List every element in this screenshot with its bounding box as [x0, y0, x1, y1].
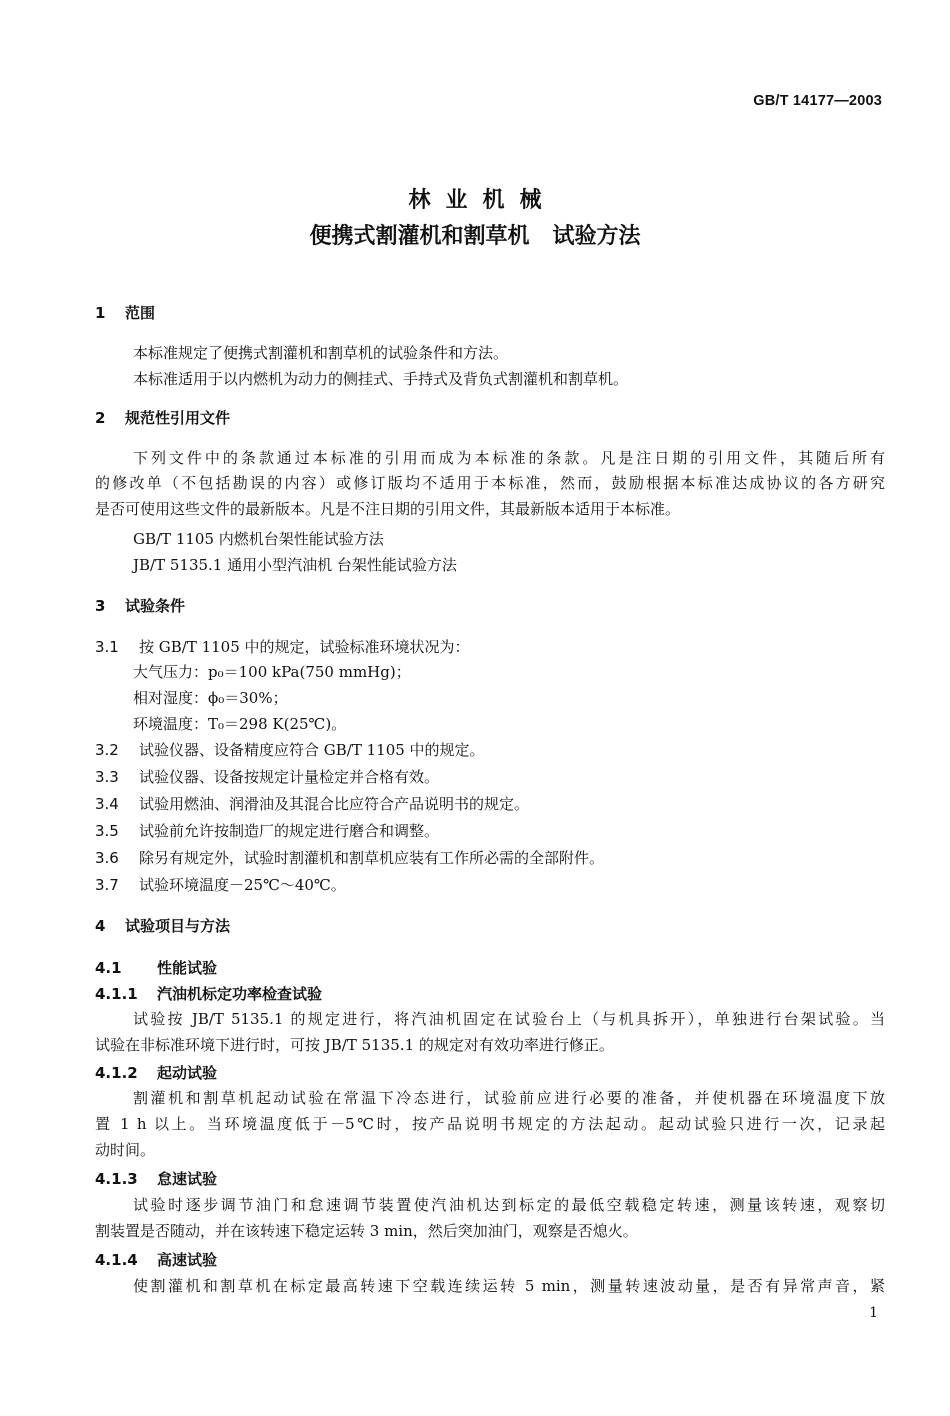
subsection-number: 4.1.3 — [95, 1170, 138, 1188]
section-2-heading — [95, 407, 230, 428]
page-number: 1 — [869, 1305, 878, 1321]
paragraph-line: 下列文件中的条款通过本标准的引用而成为本标准的条款。凡是注日期的引用文件，其随后所有 — [133, 449, 885, 467]
document-title-line1: 林业机械 — [408, 188, 557, 213]
clause-3-5 — [95, 820, 439, 841]
section-number: 4 — [95, 917, 106, 935]
reference-item: GB/T 1105 内燃机台架性能试验方法 — [133, 530, 384, 548]
subsection-4-1-1-heading — [95, 983, 322, 1004]
paragraph-line: 试验按 JB/T 5135.1 的规定进行，将汽油机固定在试验台上（与机具拆开），单独进行台架试验。当 — [133, 1010, 885, 1028]
condition-pressure: 大气压力：p₀＝100 kPa(750 mmHg)； — [133, 663, 411, 681]
paragraph-line: 试验在非标准环境下进行时，可按 JB/T 5135.1 的规定对有效功率进行修正。 — [95, 1036, 614, 1054]
section-1-heading — [95, 302, 155, 323]
paragraph-line: 是否可使用这些文件的最新版本。凡是不注日期的引用文件，其最新版本适用于本标准。 — [95, 500, 681, 518]
clause-3-6 — [95, 847, 604, 868]
section-title: 试验条件 — [125, 597, 186, 615]
subsection-title: 汽油机标定功率检查试验 — [157, 985, 323, 1003]
clause-number: 3.7 — [95, 876, 119, 894]
standard-code: GB/T 14177—2003 — [753, 93, 882, 109]
clause-3-1 — [95, 636, 470, 657]
section-title: 范围 — [125, 304, 156, 322]
condition-temperature: 环境温度：T₀＝298 K(25℃)。 — [133, 715, 347, 733]
clause-3-4 — [95, 793, 529, 814]
clause-text: 试验环境温度－25℃～40℃。 — [139, 876, 346, 894]
clause-number: 3.4 — [95, 795, 119, 813]
subsection-title: 怠速试验 — [157, 1170, 218, 1188]
subsection-number: 4.1.2 — [95, 1064, 138, 1082]
subsection-4-1-2-heading — [95, 1062, 217, 1083]
clause-number: 3.6 — [95, 849, 119, 867]
section-title: 试验项目与方法 — [125, 917, 231, 935]
clause-number: 3.5 — [95, 822, 119, 840]
clause-text: 试验前允许按制造厂的规定进行磨合和调整。 — [139, 822, 440, 840]
paragraph-line: 动时间。 — [95, 1141, 156, 1159]
paragraph-line: 试验时逐步调节油门和怠速调节装置使汽油机达到标定的最低空载稳定转速，测量该转速，观察切 — [133, 1196, 885, 1214]
clause-number: 3.1 — [95, 638, 119, 656]
subsection-4-1-3-heading — [95, 1168, 217, 1189]
condition-humidity: 相对湿度：ϕ₀＝30%； — [133, 689, 288, 707]
subsection-title: 起动试验 — [157, 1064, 218, 1082]
section-4-heading — [95, 915, 230, 936]
document-title-line2: 便携式割灌机和割草机 试验方法 — [309, 224, 641, 249]
subsection-number: 4.1 — [95, 959, 122, 977]
section-number: 1 — [95, 304, 106, 322]
subsection-title: 高速试验 — [157, 1251, 218, 1269]
clause-text: 试验用燃油、润滑油及其混合比应符合产品说明书的规定。 — [139, 795, 530, 813]
subsection-title: 性能试验 — [157, 959, 218, 977]
subsection-number: 4.1.4 — [95, 1251, 138, 1269]
clause-text: 试验仪器、设备精度应符合 GB/T 1105 中的规定。 — [139, 741, 485, 759]
clause-3-2 — [95, 739, 485, 760]
clause-number: 3.3 — [95, 768, 119, 786]
paragraph-line: 置 1 h 以上。当环境温度低于－5℃时，按产品说明书规定的方法起动。起动试验只进行一次，记录起 — [95, 1115, 885, 1133]
section-number: 3 — [95, 597, 106, 615]
clause-text: 按 GB/T 1105 中的规定，试验标准环境状况为： — [139, 638, 470, 656]
clause-number: 3.2 — [95, 741, 119, 759]
clause-3-7 — [95, 874, 346, 895]
clause-text: 除另有规定外，试验时割灌机和割草机应装有工作所必需的全部附件。 — [139, 849, 605, 867]
subsection-4-1-4-heading — [95, 1249, 217, 1270]
section-3-heading — [95, 595, 185, 616]
subsection-4-1-heading — [95, 957, 217, 978]
reference-item: JB/T 5135.1 通用小型汽油机 台架性能试验方法 — [133, 556, 457, 574]
clause-text: 试验仪器、设备按规定计量检定并合格有效。 — [139, 768, 440, 786]
paragraph-line: 割灌机和割草机起动试验在常温下冷态进行，试验前应进行必要的准备，并使机器在环境温度下放 — [133, 1089, 885, 1107]
paragraph-line: 割装置是否随动，并在该转速下稳定运转 3 min，然后突加油门，观察是否熄火。 — [95, 1222, 638, 1240]
paragraph-line: 本标准适用于以内燃机为动力的侧挂式、手持式及背负式割灌机和割草机。 — [133, 370, 629, 388]
paragraph-line: 本标准规定了便携式割灌机和割草机的试验条件和方法。 — [133, 344, 509, 362]
section-number: 2 — [95, 409, 106, 427]
section-title: 规范性引用文件 — [125, 409, 231, 427]
clause-3-3 — [95, 766, 439, 787]
paragraph-line: 使割灌机和割草机在标定最高转速下空载连续运转 5 min，测量转速波动量，是否有异常声音，紧 — [133, 1277, 885, 1295]
paragraph-line: 的修改单（不包括勘误的内容）或修订版均不适用于本标准，然而，鼓励根据本标准达成协议的各方研究 — [95, 474, 885, 492]
subsection-number: 4.1.1 — [95, 985, 138, 1003]
